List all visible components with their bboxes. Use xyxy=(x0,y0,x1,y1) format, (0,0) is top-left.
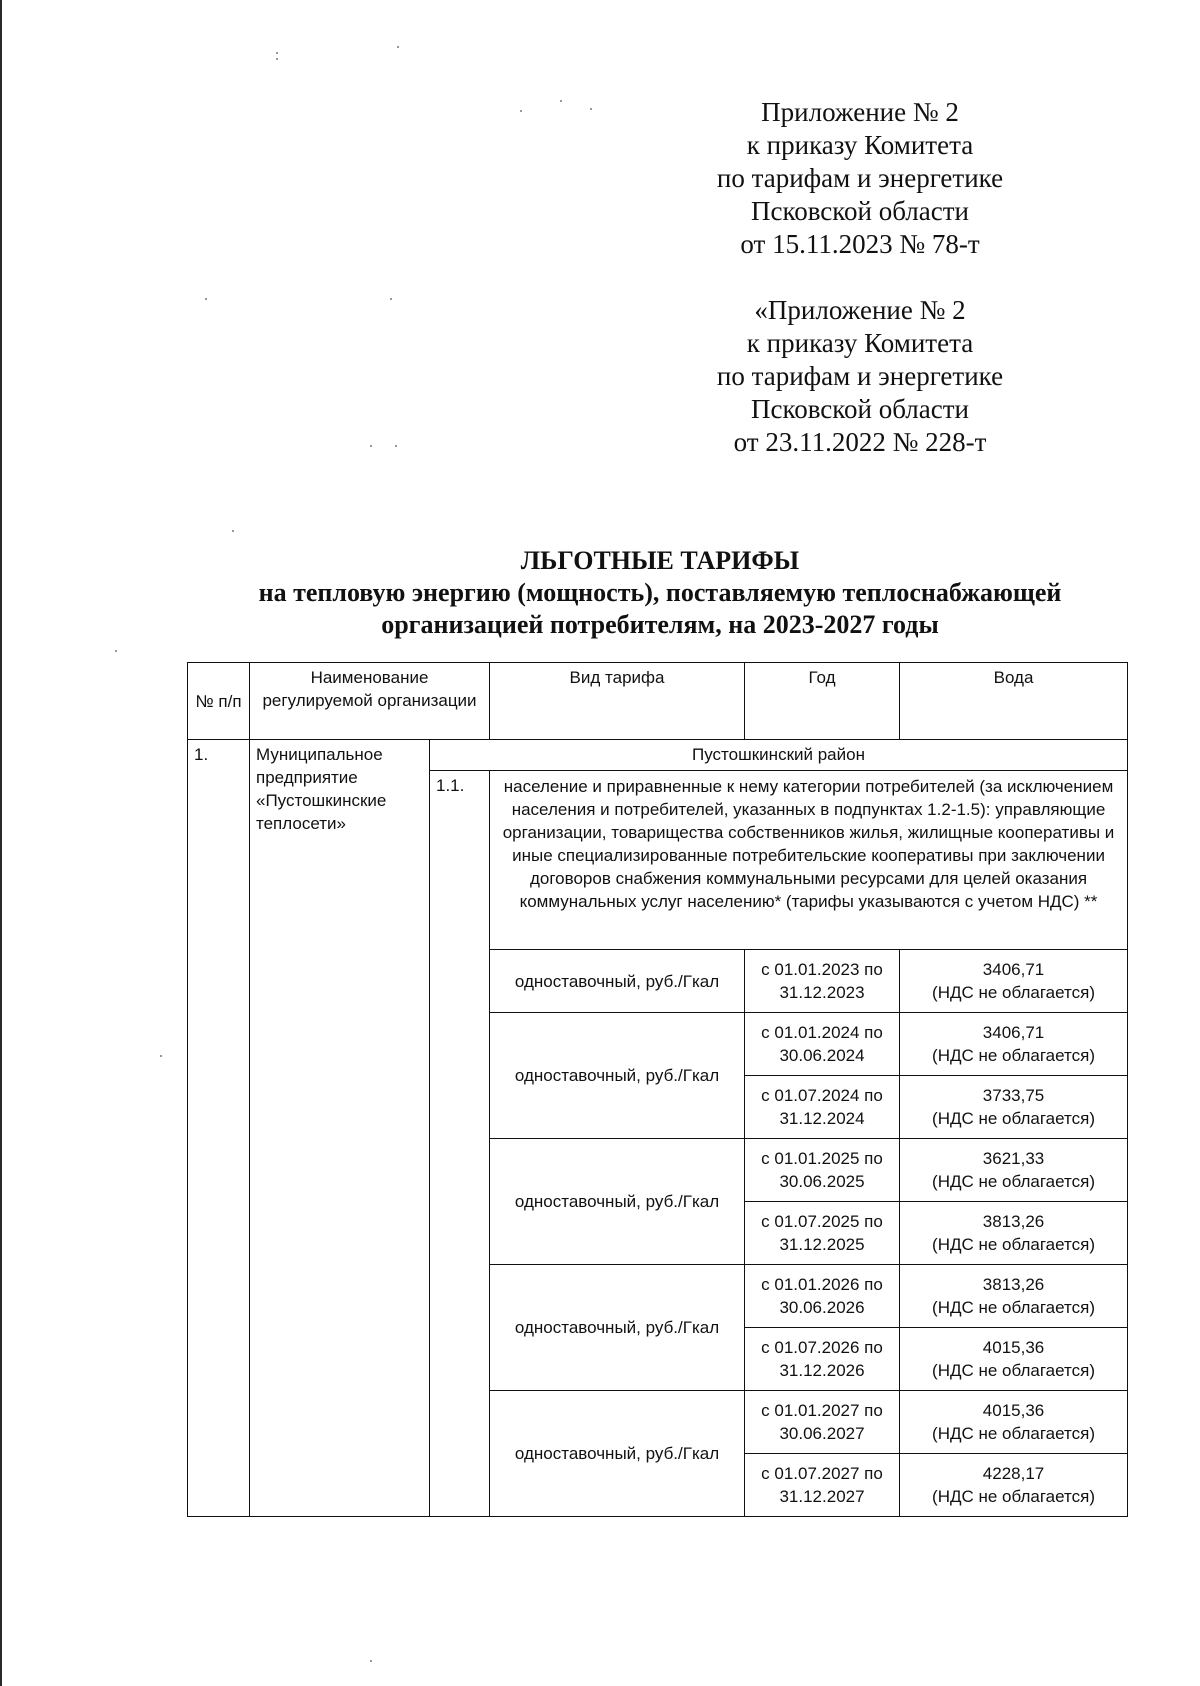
annex-current xyxy=(690,96,1030,261)
tariff-value-cell xyxy=(900,1076,1128,1139)
tariff-period: с 01.01.2023 по 31.12.2023 xyxy=(745,950,900,1013)
annex-previous-line: «Приложение № 2 xyxy=(754,295,966,325)
tariff-type: одноставочный, руб./Гкал xyxy=(490,1139,745,1265)
header-tariff-type: Вид тарифа xyxy=(490,663,745,740)
tariff-period: с 01.07.2024 по 31.12.2024 xyxy=(745,1076,900,1139)
vat-note: (НДС не облагается) xyxy=(932,1298,1095,1317)
header-number: № п/п xyxy=(188,663,250,740)
tariff-period: с 01.01.2027 по 30.06.2027 xyxy=(745,1391,900,1454)
vat-note: (НДС не облагается) xyxy=(932,1487,1095,1506)
scan-speck xyxy=(397,46,399,48)
tariff-value-cell xyxy=(900,950,1128,1013)
scan-speck xyxy=(395,445,397,447)
tariff-value: 3406,71 xyxy=(982,1023,1045,1042)
header-organization: Наименование регулируемой организации xyxy=(250,663,490,740)
table-header-row xyxy=(188,663,1128,740)
scan-speck xyxy=(370,1660,372,1662)
document-title-line: ЛЬГОТНЫЕ ТАРИФЫ xyxy=(520,546,800,575)
scan-speck xyxy=(390,298,392,300)
scan-speck xyxy=(160,1055,162,1057)
vat-note: (НДС не облагается) xyxy=(932,1361,1095,1380)
tariff-period: с 01.07.2027 по 31.12.2027 xyxy=(745,1454,900,1517)
tariff-value: 3813,26 xyxy=(982,1275,1045,1294)
scan-speck xyxy=(115,650,117,652)
annex-current-line: Приложение № 2 xyxy=(761,97,959,127)
document-title xyxy=(160,545,1160,641)
tariff-table xyxy=(187,662,1128,1517)
vat-note: (НДС не облагается) xyxy=(932,1109,1095,1128)
annex-previous-line: по тарифам и энергетике xyxy=(716,361,1004,391)
organization-name: Муниципальное предприятие «Пустошкинские теплосети» xyxy=(250,740,430,1517)
tariff-period: с 01.01.2026 по 30.06.2026 xyxy=(745,1265,900,1328)
tariff-value-cell xyxy=(900,1328,1128,1391)
tariff-value-cell xyxy=(900,1391,1128,1454)
vat-note: (НДС не облагается) xyxy=(932,1172,1095,1191)
tariff-type: одноставочный, руб./Гкал xyxy=(490,1265,745,1391)
annex-current-line: Псковской области xyxy=(750,196,969,226)
sub-number: 1.1. xyxy=(430,771,490,1517)
tariff-period: с 01.01.2024 по 30.06.2024 xyxy=(745,1013,900,1076)
annex-current-line: к приказу Комитета xyxy=(746,130,974,160)
annex-current-line: по тарифам и энергетике xyxy=(716,163,1004,193)
scan-speck xyxy=(520,110,522,112)
tariff-period: с 01.07.2026 по 31.12.2026 xyxy=(745,1328,900,1391)
annex-previous xyxy=(690,294,1030,459)
tariff-value: 4015,36 xyxy=(982,1401,1045,1420)
document-title-line: организацией потребителям, на 2023-2027 годы xyxy=(381,610,939,639)
header-year: Год xyxy=(745,663,900,740)
scan-speck xyxy=(232,530,234,532)
annex-previous-line: Псковской области xyxy=(750,394,969,424)
tariff-value-cell xyxy=(900,1202,1128,1265)
annex-previous-line: к приказу Комитета xyxy=(746,328,974,358)
row-number: 1. xyxy=(188,740,250,1517)
table-row xyxy=(188,740,1128,771)
tariff-type: одноставочный, руб./Гкал xyxy=(490,1391,745,1517)
tariff-value: 3406,71 xyxy=(982,960,1045,979)
tariff-value: 4228,17 xyxy=(982,1464,1045,1483)
tariff-type: одноставочный, руб./Гкал xyxy=(490,1013,745,1139)
scan-speck xyxy=(276,52,278,54)
scan-speck xyxy=(370,445,372,447)
tariff-value-cell xyxy=(900,1265,1128,1328)
tariff-value-cell xyxy=(900,1454,1128,1517)
consumer-category: население и приравненные к нему категории потребителей (за исключением населения и потребителей, указанных в подпунктах 1.2-1.5): управляющие организации, товарищества собственников жилья, жилищные кооперативы и иные специализированные потребительские кооперативы при заключении договоров снабжения коммунальными ресурсами для целей оказания коммунальных услуг населению* (тарифы указываются с учетом НДС) ** xyxy=(490,771,1128,950)
tariff-type: одноставочный, руб./Гкал xyxy=(490,950,745,1013)
page-left-edge xyxy=(0,0,2,1686)
annex-current-line: от 15.11.2023 № 78-т xyxy=(740,229,980,259)
region-name: Пустошкинский район xyxy=(430,740,1128,771)
vat-note: (НДС не облагается) xyxy=(932,1424,1095,1443)
annex-previous-line: от 23.11.2022 № 228-т xyxy=(733,427,987,457)
tariff-value: 3733,75 xyxy=(982,1086,1045,1105)
tariff-period: с 01.01.2025 по 30.06.2025 xyxy=(745,1139,900,1202)
tariff-value-cell xyxy=(900,1013,1128,1076)
scan-speck xyxy=(276,58,278,60)
header-water: Вода xyxy=(900,663,1128,740)
tariff-period: с 01.07.2025 по 31.12.2025 xyxy=(745,1202,900,1265)
scan-speck xyxy=(590,108,592,110)
tariff-value: 3621,33 xyxy=(982,1149,1045,1168)
vat-note: (НДС не облагается) xyxy=(932,1235,1095,1254)
vat-note: (НДС не облагается) xyxy=(932,983,1095,1002)
tariff-value: 3813,26 xyxy=(982,1212,1045,1231)
scan-speck xyxy=(560,100,562,102)
tariff-value: 4015,36 xyxy=(982,1338,1045,1357)
vat-note: (НДС не облагается) xyxy=(932,1046,1095,1065)
scan-speck xyxy=(205,298,207,300)
document-title-line: на тепловую энергию (мощность), поставляемую теплоснабжающей xyxy=(258,578,1062,607)
tariff-value-cell xyxy=(900,1139,1128,1202)
